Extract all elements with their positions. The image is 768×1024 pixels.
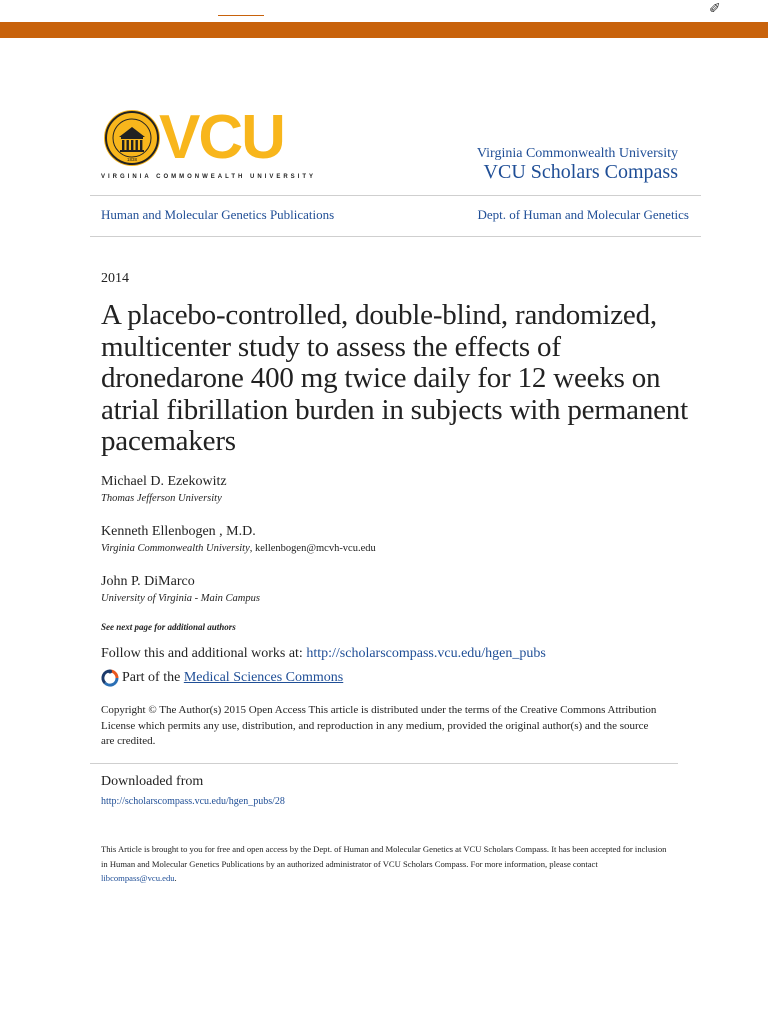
commons-link[interactable]: Medical Sciences Commons [183, 670, 344, 685]
article-title: A placebo-controlled, double-blind, randomized, multicenter study to assess the effects of dronedarone 400 mg twice daily for 12 weeks on atrial fibrillation burden in subjects with permanent pacemakers [101, 299, 688, 457]
vcu-logo-subtext: VIRGINIA COMMONWEALTH UNIVERSITY [101, 174, 316, 180]
downloaded-divider [90, 763, 678, 764]
publication-year: 2014 [101, 271, 129, 286]
seal-year: 1838 [126, 157, 138, 162]
header-divider [90, 195, 701, 196]
author-affiliation [101, 593, 260, 604]
affiliation-name: Virginia Commonwealth University [101, 543, 250, 554]
author-name: Michael D. Ezekowitz [101, 474, 227, 489]
logo-glyph-icon[interactable]: ✐ [709, 2, 721, 17]
downloaded-label: Downloaded from [101, 774, 204, 789]
downloaded-url-link[interactable]: http://scholarscompass.vcu.edu/hgen_pubs/28 [101, 796, 285, 807]
vcu-seal-icon [103, 109, 161, 167]
footnote-text: This Article is brought to you for free and open access by the Dept. of Human and Molecular Genetics at VCU Scholars Compass. It has been accepted for inclusion in Human and Molecular Genetics Publications by an authorized administrator of VCU Scholars Compass. For more information, please contact [101, 844, 667, 869]
affiliation-name: Thomas Jefferson University [101, 493, 222, 504]
links-divider [90, 236, 701, 237]
contact-email-link[interactable]: libcompass@vcu.edu [101, 873, 175, 883]
author-affiliation [101, 543, 376, 554]
follow-line [101, 646, 546, 662]
footnote-end: . [174, 873, 177, 883]
affiliation-name: University of Virginia - Main Campus [101, 593, 260, 604]
orange-banner [0, 22, 768, 38]
author-affiliation [101, 493, 222, 504]
top-bar-link-underline[interactable] [218, 15, 264, 16]
author-name: Kenneth Ellenbogen , M.D. [101, 524, 256, 539]
university-name[interactable]: Virginia Commonwealth University [476, 146, 678, 161]
part-of-prefix: Part of the [122, 670, 181, 685]
department-link[interactable]: Dept. of Human and Molecular Genetics [477, 207, 689, 222]
vcu-logo-text: VCU [159, 103, 284, 172]
top-bar [0, 0, 768, 38]
author-email: , kellenbogen@mcvh-vcu.edu [249, 543, 376, 554]
follow-url-link[interactable]: http://scholarscompass.vcu.edu/hgen_pubs [306, 646, 546, 661]
author-name: John P. DiMarco [101, 574, 195, 589]
repository-name[interactable]: VCU Scholars Compass [483, 161, 678, 183]
commons-network-icon [101, 669, 119, 687]
follow-prefix: Follow this and additional works at: [101, 646, 307, 661]
collection-link[interactable]: Human and Molecular Genetics Publications [101, 207, 335, 222]
part-of-line [101, 669, 343, 687]
access-footnote [101, 842, 671, 886]
copyright-notice: Copyright © The Author(s) 2015 Open Access This article is distributed under the terms of the Creative Commons Attribution License which permits any use, distribution, and reproduction in any medium, provided the original author(s) and the source are credited. [101, 704, 657, 747]
see-next-page-note: See next page for additional authors [101, 622, 236, 632]
